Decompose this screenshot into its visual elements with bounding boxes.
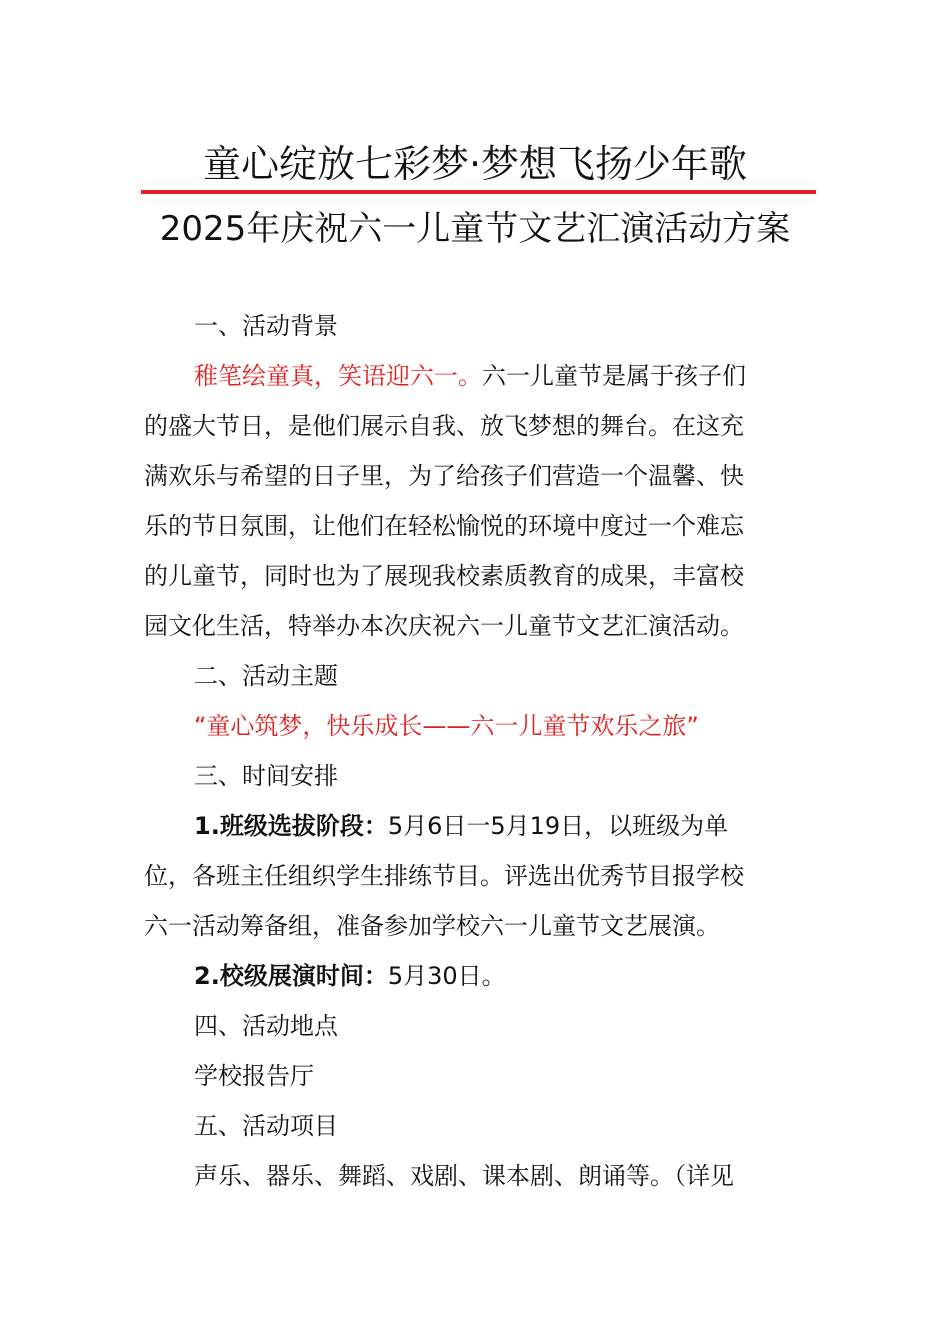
schedule-item-1-label: 1.班级选拔阶段： xyxy=(194,812,388,840)
paragraph-line: 乐的节日氛围，让他们在轻松愉悦的环境中度过一个难忘 xyxy=(144,512,744,540)
theme-text: “童心筑梦，快乐成长——六一儿童节欢乐之旅” xyxy=(194,712,699,740)
venue-text: 学校报告厅 xyxy=(194,1062,314,1090)
red-lead-phrase: 稚笔绘童真，笑语迎六一。 xyxy=(194,362,482,390)
document-title-line2: 2025年庆祝六一儿童节文艺汇演活动方案 xyxy=(159,209,791,249)
schedule-item-1-text: 5月6日一5月19日，以班级为单 xyxy=(387,812,729,840)
paragraph-line: 六一活动筹备组，准备参加学校六一儿童节文艺展演。 xyxy=(144,912,720,940)
section-heading-schedule: 三、时间安排 xyxy=(194,762,338,790)
section-heading-background: 一、活动背景 xyxy=(194,312,338,340)
paragraph-line: 园文化生活，特举办本次庆祝六一儿童节文艺汇演活动。 xyxy=(144,612,744,640)
section-heading-venue: 四、活动地点 xyxy=(194,1012,338,1040)
paragraph-line: 满欢乐与希望的日子里，为了给孩子们营造一个温馨、快 xyxy=(144,462,744,490)
paragraph-line: 位，各班主任组织学生排练节目。评选出优秀节目报学校 xyxy=(144,862,744,890)
section-heading-theme: 二、活动主题 xyxy=(194,662,338,690)
paragraph-line: 的儿童节，同时也为了展现我校素质教育的成果，丰富校 xyxy=(144,562,744,590)
schedule-item-2-text: 5月30日。 xyxy=(387,962,506,990)
title-red-rule xyxy=(141,190,816,194)
schedule-item-2 xyxy=(194,960,810,992)
document-title-line1: 童心绽放七彩梦·梦想飞扬少年歌 xyxy=(202,142,748,186)
paragraph-line xyxy=(194,360,810,392)
schedule-item-2-label: 2.校级展演时间： xyxy=(194,962,388,990)
section-heading-items: 五、活动项目 xyxy=(194,1112,338,1140)
schedule-item-1 xyxy=(194,810,810,842)
paragraph-text: 六一儿童节是属于孩子们 xyxy=(482,362,746,390)
paragraph-line: 的盛大节日，是他们展示自我、放飞梦想的舞台。在这充 xyxy=(144,412,744,440)
items-text: 声乐、器乐、舞蹈、戏剧、课本剧、朗诵等。（详见 xyxy=(194,1162,734,1190)
